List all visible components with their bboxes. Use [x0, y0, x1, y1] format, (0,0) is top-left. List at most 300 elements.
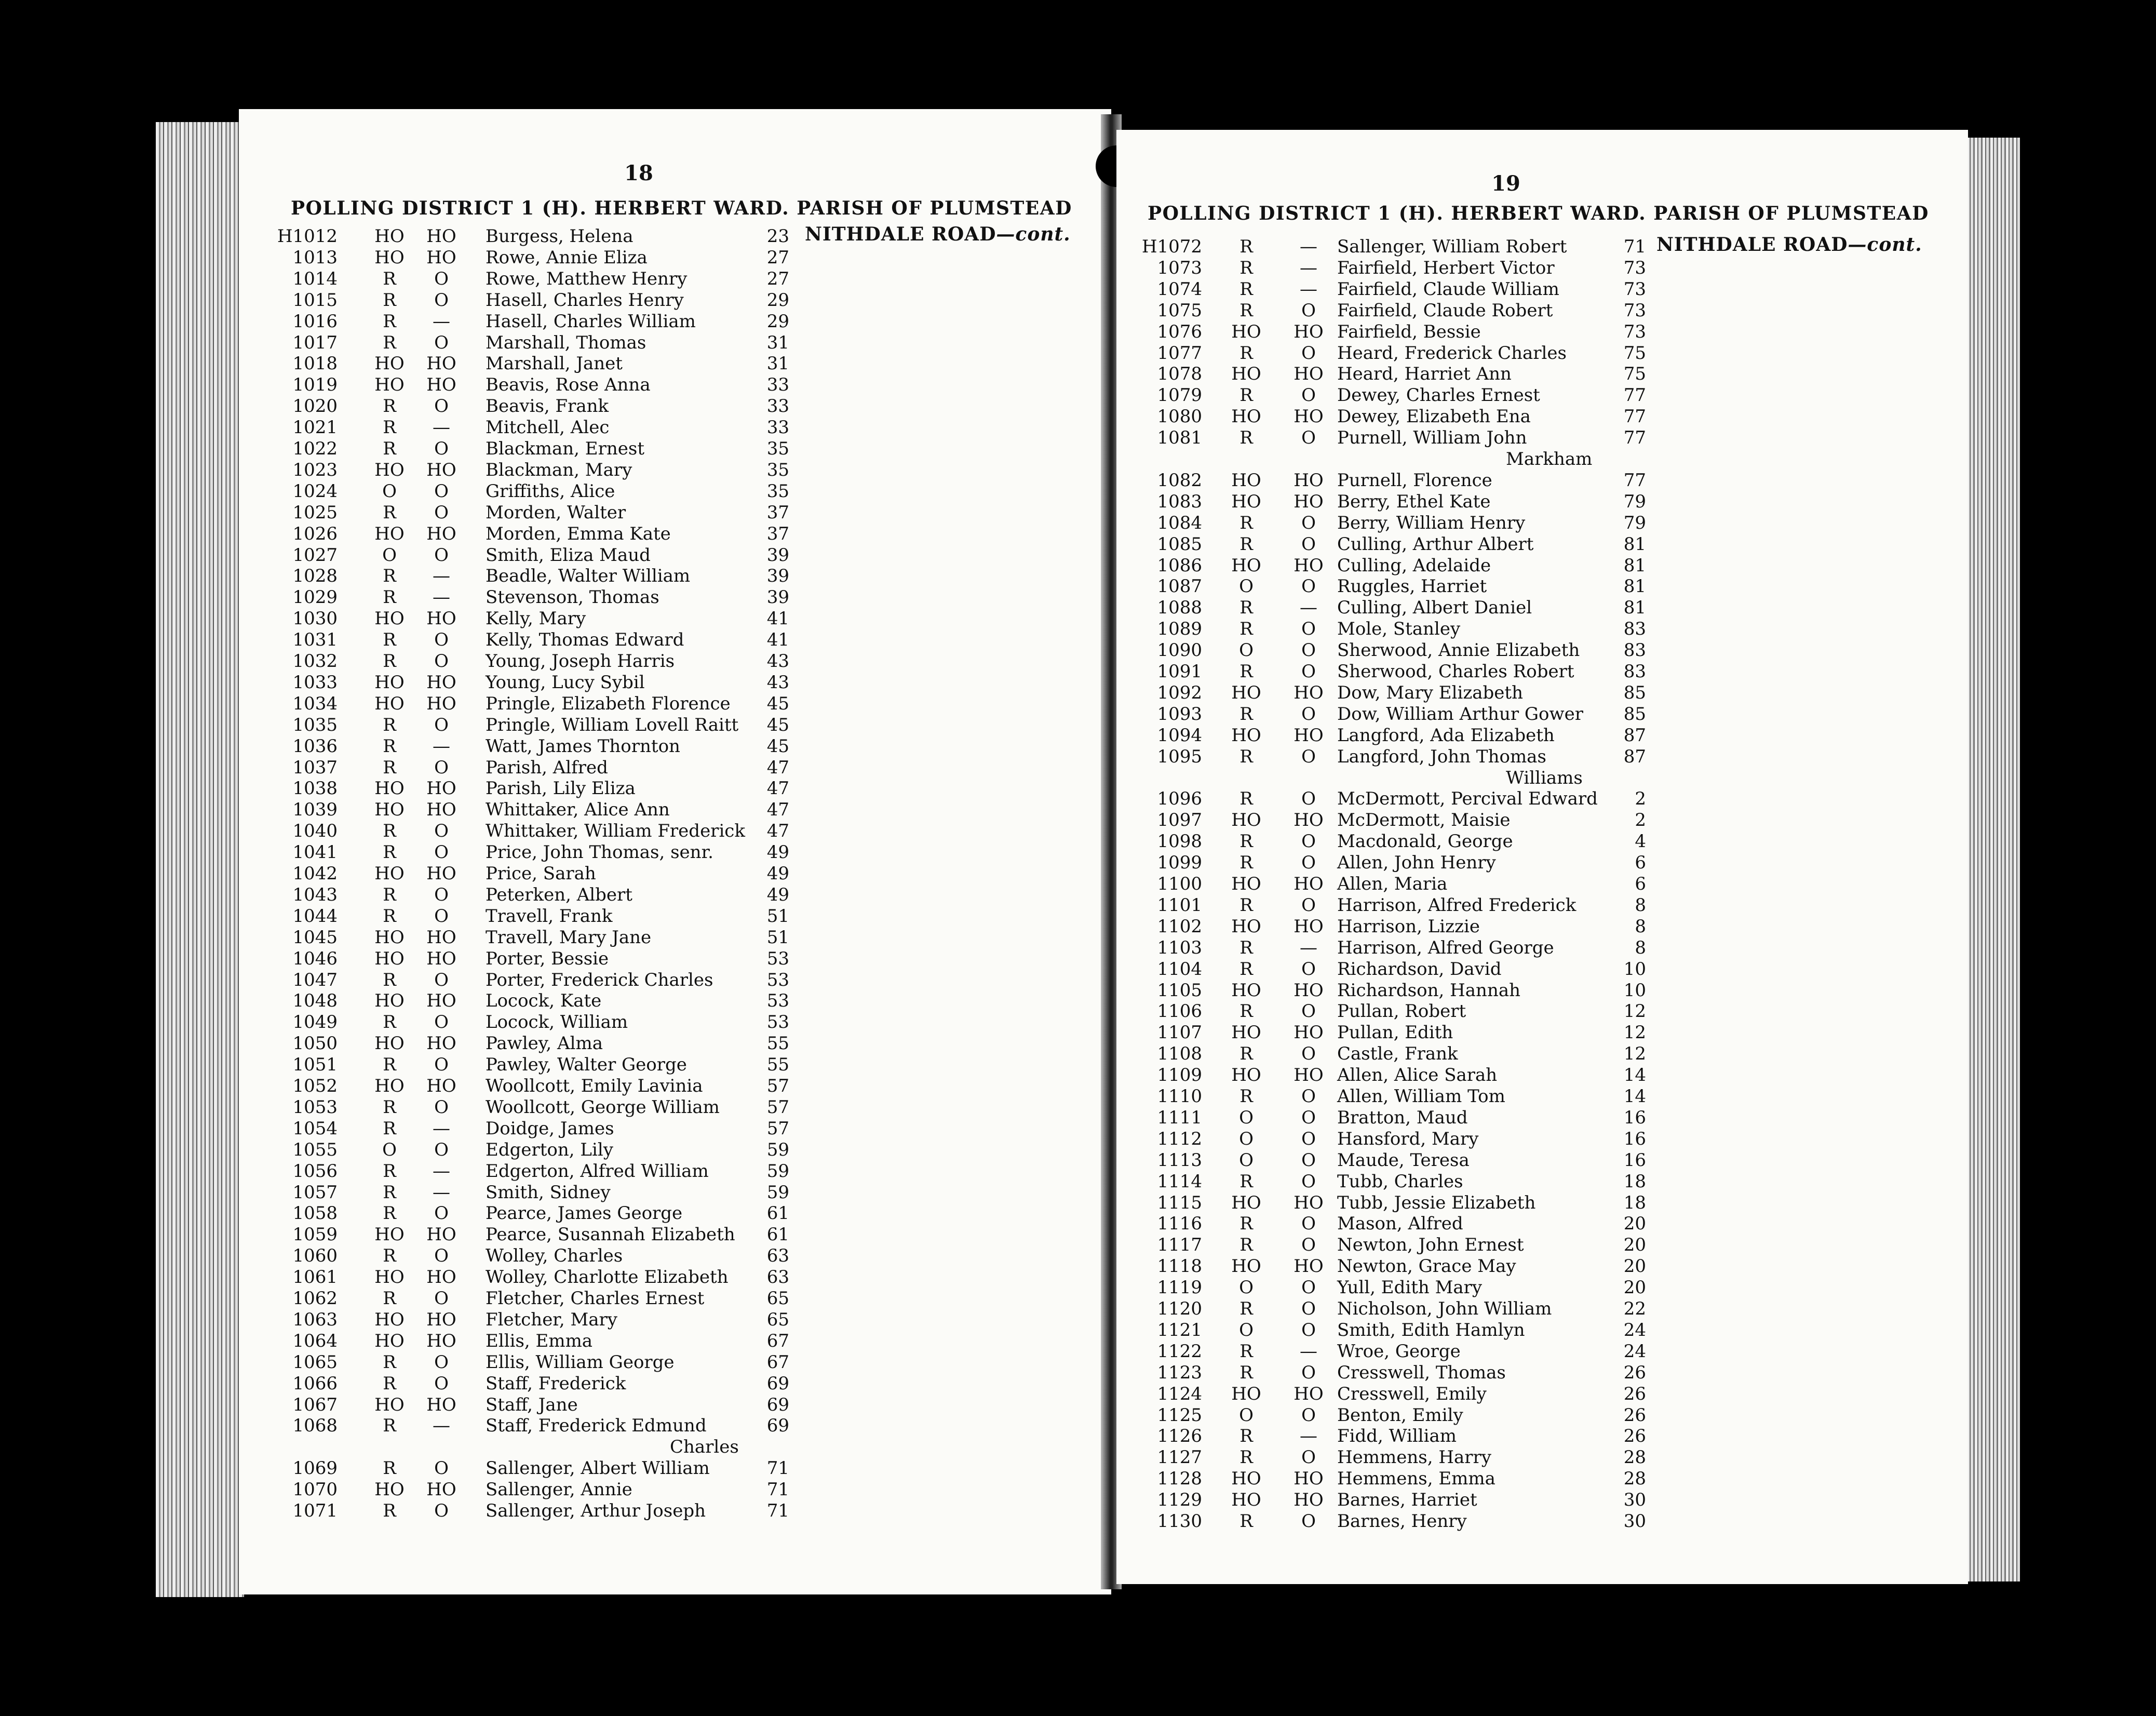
elector-number: 1031: [292, 629, 338, 651]
elector-number: 1081: [1157, 427, 1202, 449]
qualification-code-2: HO: [1293, 364, 1324, 385]
elector-number: 1117: [1157, 1235, 1202, 1256]
elector-number: 1037: [292, 757, 338, 778]
qualification-code-2: O: [1301, 661, 1316, 682]
house-number: 4: [1635, 831, 1646, 852]
elector-name: Mole, Stanley: [1337, 619, 1461, 640]
qualification-code-2: O: [434, 1054, 449, 1076]
house-number: 75: [1623, 342, 1646, 364]
elector-number: 1085: [1157, 533, 1202, 555]
qualification-code-2: O: [1301, 1128, 1316, 1149]
house-number: 79: [1623, 491, 1646, 512]
elector-name: Allen, Maria: [1337, 874, 1448, 894]
house-number: 73: [1623, 321, 1646, 342]
elector-number: 1046: [292, 948, 338, 969]
elector-name: Pringle, William Lovell Raitt: [486, 714, 739, 735]
house-number: 83: [1623, 619, 1646, 640]
elector-name: Porter, Frederick Charles: [486, 969, 713, 990]
elector-name: Hansford, Mary: [1337, 1128, 1479, 1149]
house-number: 59: [766, 1139, 789, 1160]
house-number: 81: [1623, 533, 1646, 555]
house-number: 16: [1623, 1107, 1646, 1128]
elector-name: McDermott, Percival Edward: [1337, 788, 1598, 810]
qualification-code: R: [383, 651, 396, 672]
right-page: [1116, 130, 1968, 1584]
qualification-code-2: O: [1301, 788, 1316, 810]
house-number: 33: [766, 374, 789, 396]
house-number: 87: [1623, 746, 1646, 767]
right-page-edges: [1963, 138, 2020, 1581]
elector-number: 1130: [1157, 1511, 1202, 1532]
qualification-code-2: HO: [1293, 810, 1324, 831]
qualification-code: R: [1239, 1086, 1253, 1107]
qualification-code-2: —: [1300, 937, 1317, 958]
qualification-code-2: O: [434, 502, 449, 523]
qualification-code: R: [383, 1373, 396, 1394]
qualification-code: R: [383, 1203, 396, 1224]
elector-number: 1120: [1157, 1298, 1202, 1319]
qualification-code: HO: [1231, 491, 1261, 512]
elector-number: 1076: [1157, 321, 1202, 342]
qualification-code: HO: [1231, 682, 1261, 703]
qualification-code: O: [1239, 1319, 1254, 1340]
house-number: 71: [766, 1479, 789, 1500]
qualification-code-2: HO: [1293, 725, 1324, 746]
house-number: 8: [1635, 894, 1646, 916]
qualification-code-2: HO: [426, 1309, 456, 1330]
qualification-code: R: [1239, 852, 1253, 874]
house-number: 33: [766, 396, 789, 417]
qualification-code: R: [1239, 257, 1253, 278]
elector-number: 1118: [1157, 1256, 1202, 1277]
qualification-code-2: O: [1301, 1362, 1316, 1383]
elector-name: Dewey, Charles Ernest: [1337, 385, 1540, 406]
house-number: 12: [1623, 1022, 1646, 1043]
elector-name: Fidd, William: [1337, 1426, 1457, 1447]
qualification-code-2: HO: [1293, 491, 1324, 512]
elector-number: 1128: [1157, 1468, 1202, 1490]
qualification-code-2: O: [1301, 1447, 1316, 1468]
qualification-code-2: HO: [1293, 1022, 1324, 1043]
house-number: 6: [1635, 852, 1646, 874]
elector-name: Pearce, Susannah Elizabeth: [486, 1224, 735, 1245]
elector-name: Purnell, William John: [1337, 427, 1527, 449]
elector-number: 1030: [292, 608, 338, 629]
qualification-code-2: HO: [1293, 874, 1324, 894]
qualification-code-2: O: [1301, 385, 1316, 406]
qualification-code-2: O: [1301, 746, 1316, 767]
qualification-code-2: O: [434, 544, 449, 566]
elector-number: 1074: [1157, 278, 1202, 300]
elector-name: Hemmens, Emma: [1337, 1468, 1495, 1490]
house-number: 31: [766, 353, 789, 374]
elector-number: 1023: [292, 459, 338, 480]
elector-number: 1013: [292, 247, 338, 268]
house-number: 81: [1623, 597, 1646, 619]
elector-name: Blackman, Ernest: [486, 438, 644, 459]
elector-number: 1125: [1157, 1404, 1202, 1426]
house-number: 63: [766, 1245, 789, 1267]
qualification-code: R: [1239, 1235, 1253, 1256]
qualification-code: O: [382, 544, 397, 566]
qualification-code: R: [1239, 1362, 1253, 1383]
elector-name: Kelly, Thomas Edward: [486, 629, 684, 651]
qualification-code: HO: [1231, 1468, 1261, 1490]
elector-number: 1084: [1157, 512, 1202, 533]
qualification-code: R: [1239, 703, 1253, 725]
qualification-code: R: [383, 1351, 396, 1373]
qualification-code: R: [383, 735, 396, 757]
elector-name: Wolley, Charles: [486, 1245, 623, 1267]
house-number: 53: [766, 969, 789, 990]
qualification-code: R: [383, 566, 396, 587]
elector-number: 1036: [292, 735, 338, 757]
elector-name: Mitchell, Alec: [486, 417, 610, 438]
qualification-code: HO: [374, 226, 405, 247]
qualification-code: R: [383, 1500, 396, 1521]
elector-name: Smith, Eliza Maud: [486, 544, 651, 566]
elector-name: Harrison, Alfred George: [1337, 937, 1554, 958]
qualification-code-2: HO: [426, 927, 456, 948]
qualification-code-2: O: [1301, 576, 1316, 597]
elector-name: Griffiths, Alice: [486, 480, 615, 502]
qualification-code: HO: [374, 247, 405, 268]
house-number: 29: [766, 311, 789, 332]
elector-number: 1108: [1157, 1043, 1202, 1065]
qualification-code-2: HO: [426, 778, 456, 799]
qualification-code-2: O: [434, 1351, 449, 1373]
elector-name: Culling, Adelaide: [1337, 555, 1491, 576]
qualification-code-2: O: [434, 714, 449, 735]
qualification-code: HO: [1231, 364, 1261, 385]
house-number: 39: [766, 566, 789, 587]
qualification-code: HO: [374, 1033, 405, 1054]
house-number: 63: [766, 1267, 789, 1288]
elector-number: 1123: [1157, 1362, 1202, 1383]
house-number: 77: [1623, 427, 1646, 449]
elector-number: 1065: [292, 1351, 338, 1373]
elector-name: Sallenger, Arthur Joseph: [486, 1500, 706, 1521]
qualification-code: HO: [374, 523, 405, 544]
house-number: 77: [1623, 406, 1646, 427]
elector-name: Staff, Frederick: [486, 1373, 626, 1394]
elector-name: Pringle, Elizabeth Florence: [486, 693, 731, 714]
elector-number: 1104: [1157, 958, 1202, 980]
house-number: 28: [1623, 1468, 1646, 1490]
house-number: 24: [1623, 1319, 1646, 1340]
elector-name: Tubb, Jessie Elizabeth: [1337, 1192, 1536, 1213]
qualification-code: R: [383, 1415, 396, 1437]
elector-number: 1113: [1157, 1149, 1202, 1171]
qualification-code: HO: [374, 927, 405, 948]
qualification-code: O: [1239, 1128, 1254, 1149]
elector-name: Fairfield, Claude Robert: [1337, 300, 1553, 321]
qualification-code-2: HO: [426, 948, 456, 969]
qualification-code-2: O: [1301, 640, 1316, 661]
elector-number: 1107: [1157, 1022, 1202, 1043]
qualification-code-2: O: [1301, 1511, 1316, 1532]
elector-number: 1109: [1157, 1065, 1202, 1086]
qualification-code-2: HO: [1293, 1383, 1324, 1404]
qualification-code-2: HO: [426, 990, 456, 1012]
house-number: 79: [1623, 512, 1646, 533]
elector-name: Marshall, Thomas: [486, 332, 646, 353]
elector-name: Castle, Frank: [1337, 1043, 1458, 1065]
house-number: 45: [766, 693, 789, 714]
qualification-code: HO: [374, 1224, 405, 1245]
elector-number: 1078: [1157, 364, 1202, 385]
elector-number: 1122: [1157, 1340, 1202, 1362]
elector-number: 1041: [292, 842, 338, 863]
qualification-code-2: O: [1301, 1086, 1316, 1107]
elector-number: 1028: [292, 566, 338, 587]
qualification-code-2: HO: [426, 459, 456, 480]
elector-name: Young, Lucy Sybil: [486, 672, 645, 693]
elector-number: 1015: [292, 289, 338, 311]
qualification-code: R: [383, 502, 396, 523]
street-heading: [805, 223, 1071, 245]
street-cont: —cont.: [996, 223, 1071, 245]
house-number: 18: [1623, 1192, 1646, 1213]
house-number: 69: [766, 1373, 789, 1394]
qualification-code-2: O: [434, 651, 449, 672]
qualification-code: R: [383, 884, 396, 905]
qualification-code-2: O: [1301, 1171, 1316, 1192]
qualification-code: HO: [374, 693, 405, 714]
elector-number: 1054: [292, 1118, 338, 1139]
qualification-code: HO: [1231, 1192, 1261, 1213]
elector-number: 1043: [292, 884, 338, 905]
qualification-code-2: HO: [426, 1267, 456, 1288]
elector-number: 1070: [292, 1479, 338, 1500]
qualification-code: R: [383, 438, 396, 459]
name-continuation: Williams: [1506, 767, 1583, 788]
qualification-code-2: —: [433, 735, 450, 757]
house-number: 71: [1623, 236, 1646, 257]
qualification-code-2: O: [1301, 1235, 1316, 1256]
elector-name: Rowe, Annie Eliza: [486, 247, 648, 268]
house-number: 47: [766, 821, 789, 842]
elector-number: 1067: [292, 1394, 338, 1415]
qualification-code: HO: [1231, 725, 1261, 746]
elector-name: Sallenger, Albert William: [486, 1458, 710, 1479]
elector-number: 1091: [1157, 661, 1202, 682]
qualification-code-2: HO: [426, 799, 456, 821]
elector-name: Porter, Bessie: [486, 948, 609, 969]
elector-number: 1044: [292, 905, 338, 927]
elector-number: 1105: [1157, 980, 1202, 1001]
elector-name: Price, John Thomas, senr.: [486, 842, 713, 863]
house-number: 67: [766, 1330, 789, 1351]
house-number: 16: [1623, 1149, 1646, 1171]
qualification-code: HO: [374, 608, 405, 629]
qualification-code: HO: [374, 672, 405, 693]
elector-name: Pearce, James George: [486, 1203, 683, 1224]
house-number: 20: [1623, 1235, 1646, 1256]
qualification-code: R: [383, 1288, 396, 1309]
elector-name: Heard, Harriet Ann: [1337, 364, 1512, 385]
house-number: 35: [766, 480, 789, 502]
elector-number: 1019: [292, 374, 338, 396]
elector-name: Newton, Grace May: [1337, 1256, 1516, 1277]
house-number: 65: [766, 1309, 789, 1330]
elector-name: Maude, Teresa: [1337, 1149, 1470, 1171]
qualification-code-2: —: [1300, 236, 1317, 257]
elector-name: Macdonald, George: [1337, 831, 1513, 852]
qualification-code: R: [1239, 342, 1253, 364]
qualification-code-2: O: [434, 438, 449, 459]
qualification-code: HO: [374, 459, 405, 480]
elector-number: 1083: [1157, 491, 1202, 512]
elector-name: Benton, Emily: [1337, 1404, 1463, 1426]
house-number: 30: [1623, 1490, 1646, 1511]
house-number: 71: [766, 1458, 789, 1479]
elector-number: 1061: [292, 1267, 338, 1288]
elector-number: 1051: [292, 1054, 338, 1076]
qualification-code: R: [383, 268, 396, 289]
name-continuation: Charles: [670, 1437, 739, 1458]
street-name: NITHDALE ROAD: [805, 223, 996, 245]
elector-name: Berry, William Henry: [1337, 512, 1526, 533]
qualification-code: HO: [374, 353, 405, 374]
elector-number: 1027: [292, 544, 338, 566]
elector-name: Pawley, Walter George: [486, 1054, 687, 1076]
elector-name: Allen, William Tom: [1337, 1086, 1505, 1107]
house-number: 35: [766, 438, 789, 459]
qualification-code-2: —: [433, 1118, 450, 1139]
house-number: 14: [1623, 1065, 1646, 1086]
left-page: [239, 109, 1111, 1594]
qualification-code: R: [1239, 1213, 1253, 1235]
elector-number: 1079: [1157, 385, 1202, 406]
qualification-code: R: [383, 1245, 396, 1267]
elector-number: 1049: [292, 1012, 338, 1033]
page-number: 19: [1491, 171, 1520, 196]
qualification-code: O: [1239, 576, 1254, 597]
house-number: 81: [1623, 555, 1646, 576]
elector-name: Fletcher, Mary: [486, 1309, 617, 1330]
house-number: 49: [766, 884, 789, 905]
qualification-code-2: O: [434, 757, 449, 778]
elector-name: Staff, Frederick Edmund: [486, 1415, 707, 1437]
elector-name: Richardson, David: [1337, 958, 1502, 980]
qualification-code: HO: [1231, 321, 1261, 342]
qualification-code-2: HO: [1293, 980, 1324, 1001]
qualification-code-2: O: [1301, 1298, 1316, 1319]
qualification-code-2: O: [1301, 1107, 1316, 1128]
qualification-code: HO: [374, 1309, 405, 1330]
house-number: 31: [766, 332, 789, 353]
house-number: 28: [1623, 1447, 1646, 1468]
qualification-code-2: HO: [426, 247, 456, 268]
house-number: 51: [766, 927, 789, 948]
qualification-code: O: [382, 480, 397, 502]
qualification-code: R: [383, 629, 396, 651]
qualification-code-2: O: [434, 1203, 449, 1224]
elector-name: Morden, Walter: [486, 502, 626, 523]
qualification-code-2: O: [1301, 831, 1316, 852]
qualification-code: HO: [1231, 810, 1261, 831]
house-number: 49: [766, 842, 789, 863]
elector-name: McDermott, Maisie: [1337, 810, 1511, 831]
elector-name: Richardson, Hannah: [1337, 980, 1521, 1001]
house-number: 57: [766, 1076, 789, 1096]
qualification-code: R: [1239, 788, 1253, 810]
qualification-code: R: [383, 969, 396, 990]
qualification-code-2: HO: [1293, 1490, 1324, 1511]
house-number: 6: [1635, 874, 1646, 894]
qualification-code-2: HO: [426, 374, 456, 396]
qualification-code-2: HO: [426, 1076, 456, 1096]
house-number: 85: [1623, 682, 1646, 703]
elector-number: 1119: [1157, 1277, 1202, 1298]
qualification-code-2: HO: [1293, 682, 1324, 703]
elector-number: 1042: [292, 863, 338, 884]
house-number: 51: [766, 905, 789, 927]
elector-name: Woollcott, Emily Lavinia: [486, 1076, 703, 1096]
elector-name: Barnes, Harriet: [1337, 1490, 1477, 1511]
elector-name: Dow, William Arthur Gower: [1337, 703, 1584, 725]
house-number: 83: [1623, 661, 1646, 682]
house-number: 26: [1623, 1404, 1646, 1426]
house-number: 37: [766, 502, 789, 523]
qualification-code-2: —: [1300, 1426, 1317, 1447]
elector-number: 1082: [1157, 470, 1202, 491]
qualification-code-2: O: [1301, 1043, 1316, 1065]
qualification-code: O: [1239, 1107, 1254, 1128]
qualification-code-2: HO: [426, 1479, 456, 1500]
elector-number: 1103: [1157, 937, 1202, 958]
qualification-code-2: O: [434, 1288, 449, 1309]
house-number: 10: [1623, 980, 1646, 1001]
elector-name: Allen, John Henry: [1337, 852, 1496, 874]
elector-name: Yull, Edith Mary: [1337, 1277, 1483, 1298]
house-number: 12: [1623, 1043, 1646, 1065]
house-number: 87: [1623, 725, 1646, 746]
elector-name: Edgerton, Lily: [486, 1139, 613, 1160]
qualification-code-2: HO: [426, 693, 456, 714]
elector-number: 1106: [1157, 1001, 1202, 1022]
house-number: 24: [1623, 1340, 1646, 1362]
page-header: POLLING DISTRICT 1 (H). HERBERT WARD. PARISH OF PLUMSTEAD: [1148, 203, 1929, 224]
elector-name: Beadle, Walter William: [486, 566, 691, 587]
elector-number: 1058: [292, 1203, 338, 1224]
qualification-code: R: [1239, 1447, 1253, 1468]
qualification-code: R: [1239, 597, 1253, 619]
qualification-code-2: O: [434, 332, 449, 353]
qualification-code: R: [383, 1458, 396, 1479]
qualification-code-2: O: [434, 1139, 449, 1160]
qualification-code-2: O: [1301, 852, 1316, 874]
elector-number: 1066: [292, 1373, 338, 1394]
elector-name: Fletcher, Charles Ernest: [486, 1288, 705, 1309]
elector-number: 1016: [292, 311, 338, 332]
qualification-code-2: O: [434, 821, 449, 842]
elector-name: Pullan, Robert: [1337, 1001, 1466, 1022]
street-cont: —cont.: [1848, 234, 1922, 256]
house-number: 43: [766, 672, 789, 693]
elector-name: Price, Sarah: [486, 863, 596, 884]
qualification-code: HO: [1231, 470, 1261, 491]
qualification-code-2: HO: [426, 672, 456, 693]
house-number: 12: [1623, 1001, 1646, 1022]
qualification-code: R: [1239, 427, 1253, 449]
qualification-code-2: O: [1301, 533, 1316, 555]
qualification-code-2: —: [433, 1182, 450, 1203]
house-number: 57: [766, 1118, 789, 1139]
elector-name: Newton, John Ernest: [1337, 1235, 1524, 1256]
qualification-code-2: HO: [1293, 1065, 1324, 1086]
